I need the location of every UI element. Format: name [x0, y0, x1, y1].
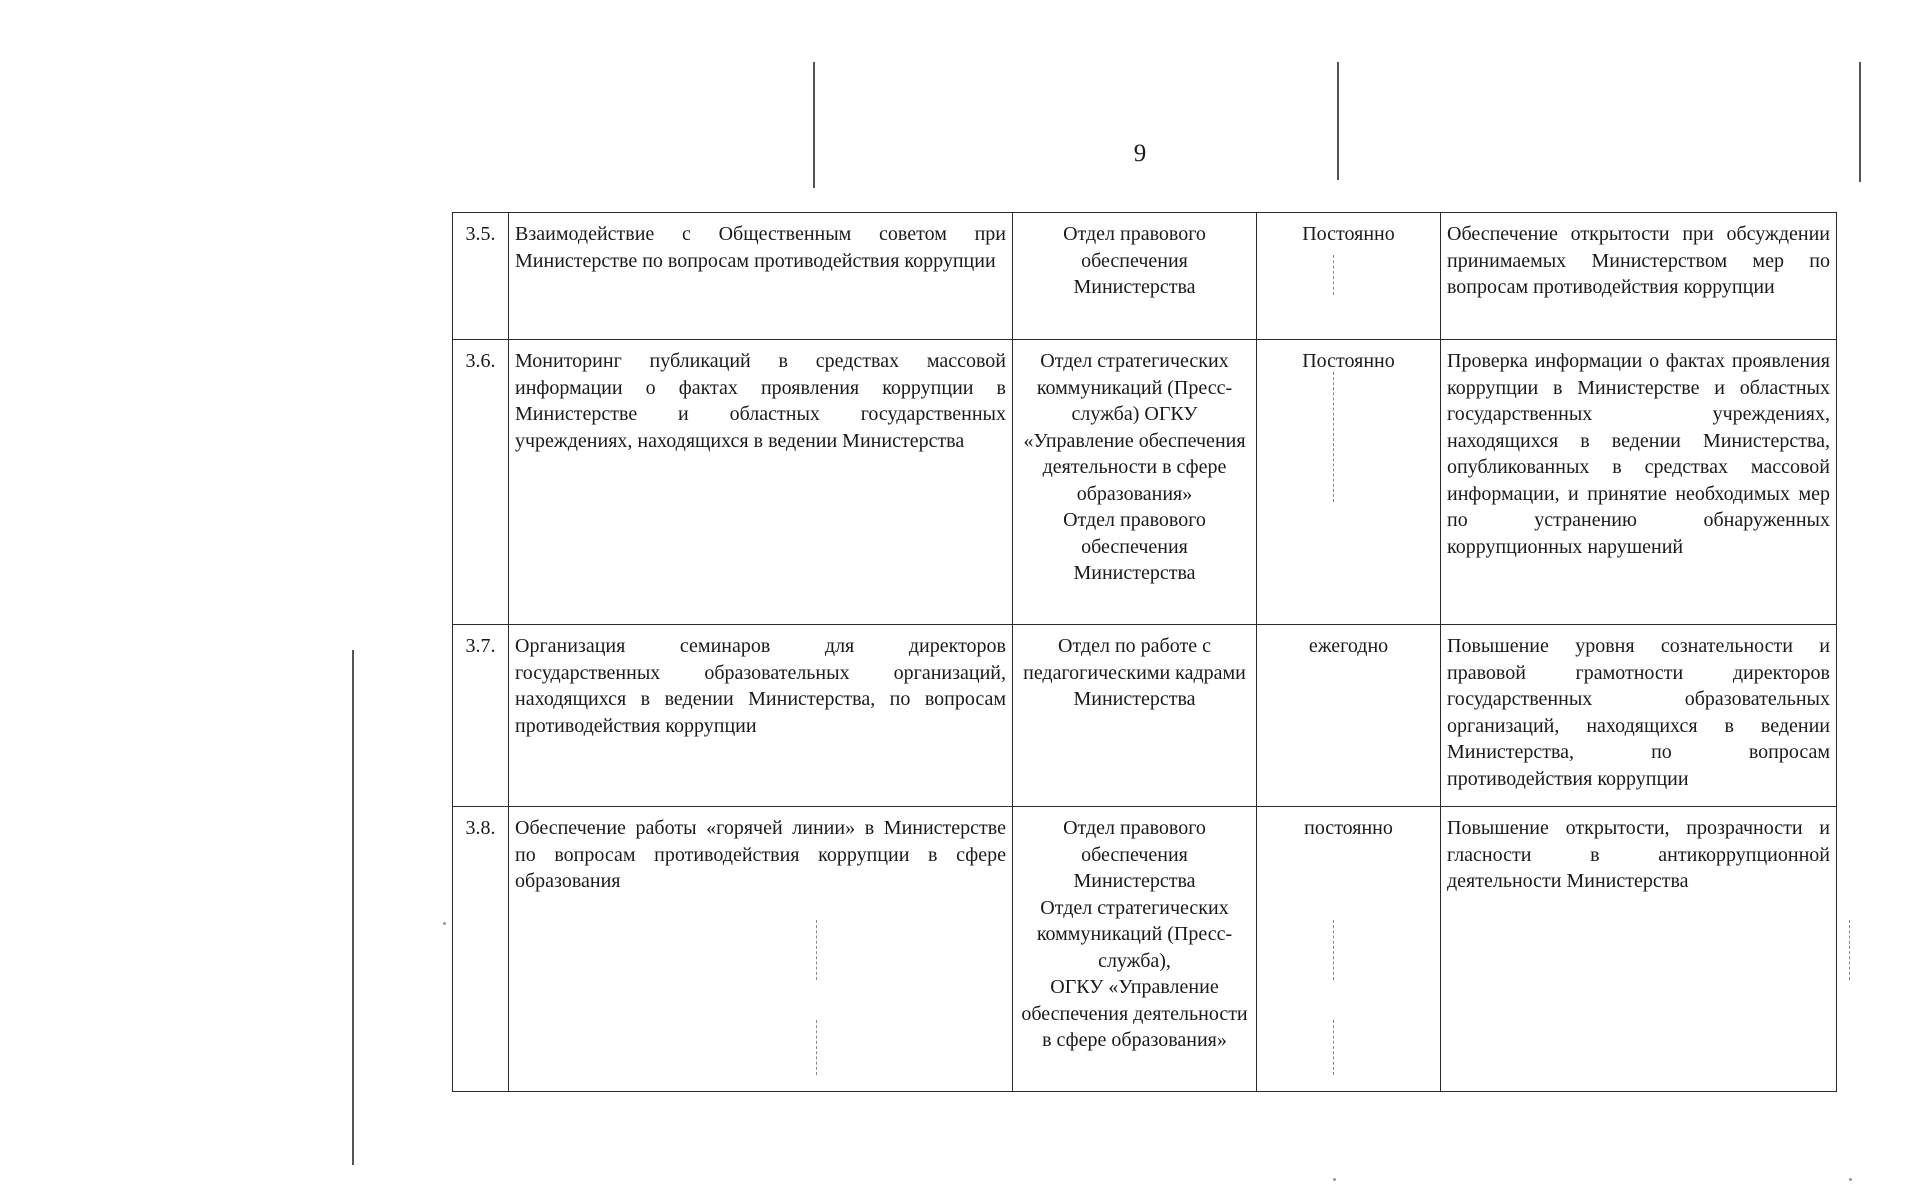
responsible-unit: Отдел правового обеспечения Министерства: [1063, 509, 1206, 584]
responsible-cell: [1013, 625, 1257, 807]
table-row: [453, 340, 1837, 625]
responsible-unit: ОГКУ «Управление обеспечения деятельности в сфере образования»: [1021, 976, 1248, 1051]
result-cell: Обеспечение открытости при обсуждении принимаемых Министерством мер по вопросам противодействия коррупции: [1441, 213, 1837, 340]
activity-cell: Взаимодействие с Общественным советом при Министерстве по вопросам противодействия коррупции: [509, 213, 1013, 340]
term-cell: ежегодно: [1257, 625, 1441, 807]
responsible-unit: Отдел стратегических коммуникаций (Пресс-служба) ОГКУ «Управление обеспечения деятельности в сфере образования»: [1023, 350, 1246, 505]
result-cell: Повышение уровня сознательности и правовой грамотности директоров государственных образовательных организаций, находящихся в ведении Министерства, по вопросам противодействия коррупции: [1441, 625, 1837, 807]
page-number: 9: [1133, 140, 1147, 167]
term-cell: Постоянно: [1257, 213, 1441, 340]
responsible-cell: [1013, 340, 1257, 625]
responsible-unit: Отдел правового обеспечения Министерства: [1063, 817, 1206, 892]
scan-artifact-line: [813, 62, 815, 188]
table-row: [453, 807, 1837, 1092]
activity-cell: Обеспечение работы «горячей линии» в Министерстве по вопросам противодействия коррупции в сфере образования: [509, 807, 1013, 1092]
responsible-cell: [1013, 213, 1257, 340]
responsible-unit: Отдел по работе с педагогическими кадрами Министерства: [1023, 635, 1246, 710]
item-number: 3.6.: [453, 340, 509, 625]
scan-artifact-line: [1337, 62, 1339, 180]
table-row: [453, 625, 1837, 807]
scan-artifact-line: [1849, 920, 1850, 980]
term-cell: постоянно: [1257, 807, 1441, 1092]
responsible-cell: [1013, 807, 1257, 1092]
term-cell: Постоянно: [1257, 340, 1441, 625]
item-number: 3.8.: [453, 807, 509, 1092]
scan-artifact-dot: [443, 922, 446, 925]
activity-cell: Организация семинаров для директоров государственных образовательных организаций, находящихся в ведении Министерства, по вопросам противодействия коррупции: [509, 625, 1013, 807]
responsible-unit: Отдел правового обеспечения Министерства: [1063, 223, 1206, 298]
measures-table: [452, 212, 1837, 1092]
result-cell: Проверка информации о фактах проявления коррупции в Министерстве и областных государственных учреждениях, находящихся в ведении Министерства, опубликованных в средствах массовой информации, и принятие необходимых мер по устранению обнаруженных коррупционных нарушений: [1441, 340, 1837, 625]
item-number: 3.5.: [453, 213, 509, 340]
activity-cell: Мониторинг публикаций в средствах массовой информации о фактах проявления коррупции в Министерстве и областных государственных учреждениях, находящихся в ведении Министерства: [509, 340, 1013, 625]
item-number: 3.7.: [453, 625, 509, 807]
scan-artifact-dot: [1333, 1178, 1336, 1181]
responsible-unit: Отдел стратегических коммуникаций (Пресс-служба),: [1036, 896, 1233, 972]
table-row: [453, 213, 1837, 340]
scan-artifact-line: [1859, 62, 1861, 182]
result-cell: Повышение открытости, прозрачности и гласности в антикоррупционной деятельности Министерства: [1441, 807, 1837, 1092]
scan-artifact-dot: [1849, 1178, 1852, 1181]
scan-artifact-line: [352, 650, 354, 1165]
